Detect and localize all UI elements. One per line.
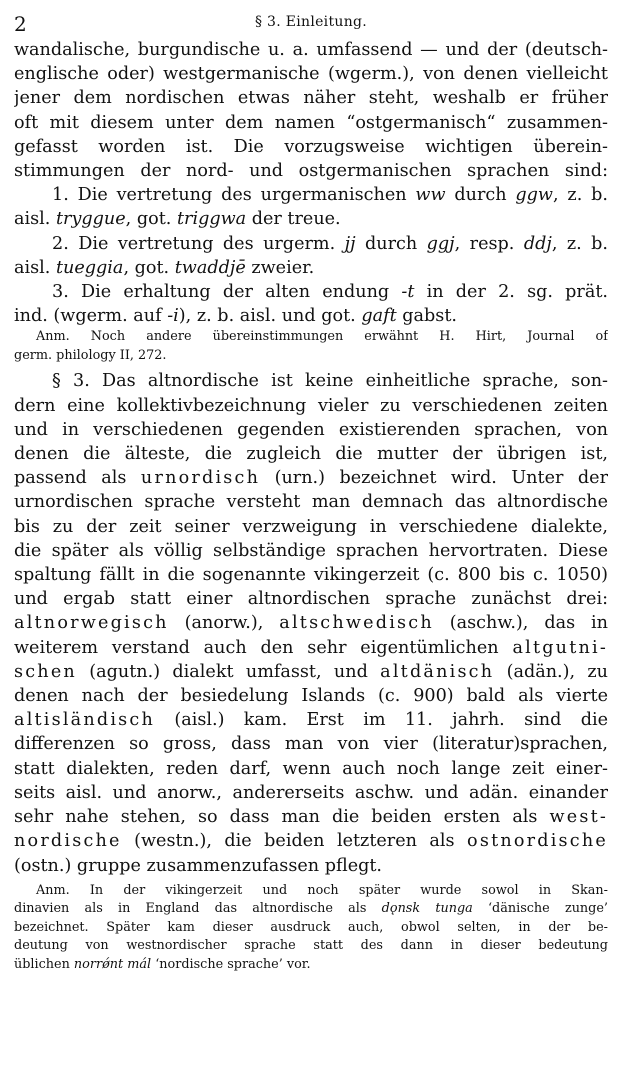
text-line: und in verschiedenen gegenden existierenden sprachen, von xyxy=(14,419,608,440)
text-line: stimmungen der nord- und ostgermanischen sprachen sind: xyxy=(14,161,608,182)
list-item-2-cont: aisl. tueggia, got. twaddjē zweier. xyxy=(14,257,315,278)
text-line: denen die älteste, die zugleich die mutter der übrigen ist, xyxy=(14,444,608,465)
footnote-1 xyxy=(14,328,608,365)
text-line: nordische (westn.), die beiden letzteren als ostnordische xyxy=(14,831,608,852)
list-item-3-cont: ind. (wgerm. auf -i), z. b. aisl. und got. gaft gabst. xyxy=(14,306,457,327)
note-line: üblichen norrǿnt mál ‘nordische sprache’ vor. xyxy=(14,956,311,972)
list-item-2: 2. Die vertretung des urgerm. jj durch ggj, resp. ddj, z. b. xyxy=(52,233,608,254)
running-title: § 3. Einleitung. xyxy=(254,14,368,30)
text-line: gefasst worden ist. Die vorzugsweise wichtigen überein- xyxy=(14,136,608,157)
footnote-2 xyxy=(14,882,608,975)
note-line: Anm. In der vikingerzeit und noch später wurde sowol in Skan- xyxy=(36,882,608,898)
text-line: dern eine kollektivbezeichnung vieler zu verschiedenen zeiten xyxy=(14,395,608,416)
list-item-1: 1. Die vertretung des urgermanischen ww durch ggw, z. b. xyxy=(52,185,608,206)
text-line: altnorwegisch (anorw.), altschwedisch (aschw.), das in xyxy=(14,613,608,634)
page-header xyxy=(14,8,608,38)
text-line: oft mit diesem unter dem namen “ostgermanisch“ zusammen- xyxy=(14,112,608,133)
text-line: jener dem nordischen etwas näher steht, weshalb er früher xyxy=(14,88,608,109)
text-line: schen (agutn.) dialekt umfasst, und altdänisch (adän.), zu xyxy=(14,661,608,682)
main-text xyxy=(14,38,608,328)
list-item-3: 3. Die erhaltung der alten endung -t in der 2. sg. prät. xyxy=(52,282,608,303)
text-line: sehr nahe stehen, so dass man die beiden ersten als west- xyxy=(14,807,608,828)
note-line: bezeichnet. Später kam dieser ausdruck auch, obwol selten, in der be- xyxy=(14,919,608,935)
text-line: altisländisch (aisl.) kam. Erst im 11. jahrh. sind die xyxy=(14,710,608,731)
note-line: germ. philology II, 272. xyxy=(14,347,167,363)
text-line: urnordischen sprache versteht man demnach das altnordische xyxy=(14,492,608,513)
page-number: 2 xyxy=(14,12,27,36)
list-item-1-cont: aisl. tryggue, got. triggwa der treue. xyxy=(14,209,341,230)
text-line: bis zu der zeit seiner verzweigung in verschiedene dialekte, xyxy=(14,516,608,537)
text-line: spaltung fällt in die sogenannte vikingerzeit (c. 800 bis c. 1050) xyxy=(14,565,608,586)
text-line: statt dialekten, reden darf, wenn auch noch lange zeit einer- xyxy=(14,758,608,779)
section-3-paragraph xyxy=(14,369,608,877)
text-line: wandalische, burgundische u. a. umfassend — und der (deutsch- xyxy=(14,40,608,60)
note-line: Anm. Noch andere übereinstimmungen erwähnt H. Hirt, Journal of xyxy=(36,329,608,345)
text-line: weiterem verstand auch den sehr eigentümlichen altgutni- xyxy=(14,637,608,658)
text-line: seits aisl. und anorw., andererseits aschw. und adän. einander xyxy=(14,782,608,803)
text-line: und ergab statt einer altnordischen sprache zunächst drei: xyxy=(14,589,608,610)
text-line: die später als völlig selbständige sprachen hervortraten. Diese xyxy=(14,540,608,561)
text-line: § 3. Das altnordische ist keine einheitliche sprache, son- xyxy=(52,371,608,392)
note-line: dinavien als in England das altnordische als dǫnsk tunga ‘dänische zunge’ xyxy=(14,901,608,917)
note-line: deutung von westnordischer sprache statt des dann in dieser bedeutung xyxy=(14,938,608,954)
text-line: (ostn.) gruppe zusammenzufassen pflegt. xyxy=(14,855,383,876)
text-line: passend als urnordisch (urn.) bezeichnet wird. Unter der xyxy=(14,468,608,489)
text-line: englische oder) westgermanische (wgerm.), von denen vielleicht xyxy=(14,64,608,85)
text-line: differenzen so gross, dass man von vier (literatur)sprachen, xyxy=(14,734,608,755)
text-line: denen nach der besiedelung Islands (c. 900) bald als vierte xyxy=(14,686,608,707)
